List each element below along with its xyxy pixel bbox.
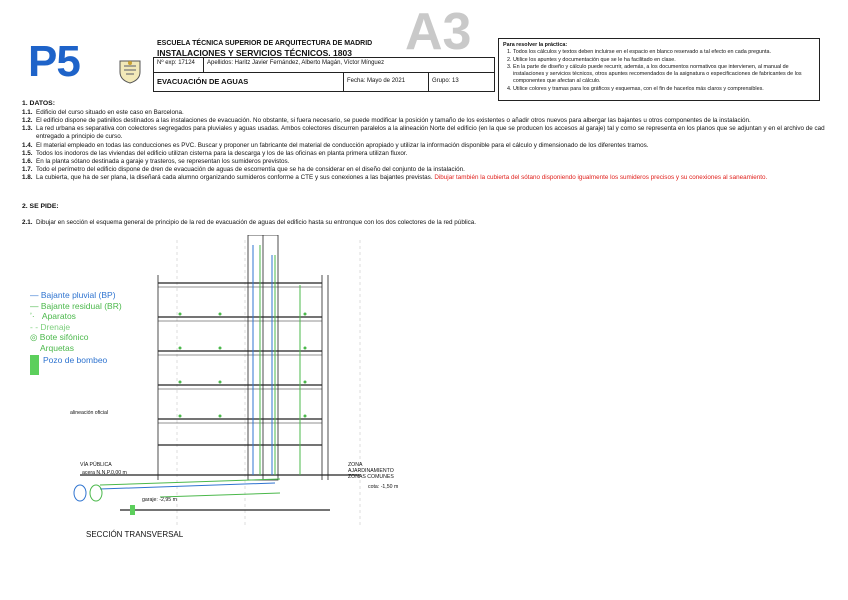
- item-number: 1.4.: [22, 142, 33, 149]
- legend-item-pozo: Pozo de bombeo: [30, 355, 122, 375]
- instruction-item: 4. Utilice colores y tramas para los gráficos y esquemas, con el fin de hacerlos más claros y comprensibles.: [513, 86, 815, 93]
- item-number: 1.6.: [22, 158, 33, 165]
- legend-item-drenaje: - - Drenaje: [30, 321, 71, 332]
- practice-code: P5: [28, 37, 80, 86]
- item-number: 1.8.: [22, 174, 33, 181]
- item-text: La red urbana es separativa con colectores segregados para pluviales y aguas usadas. Ambos colectores discurren paralelos a la alineación Norte del edificio (en la que se producen los accesos al garaje) tal y como se representa en los planos que se adjuntan y en el archivo de cad entregado a principio de curso.: [36, 125, 825, 141]
- instructions-list: [503, 49, 815, 93]
- item-number: 1.7.: [22, 166, 33, 173]
- legend-item-arquetas: Arquetas: [40, 342, 75, 353]
- legend-item-aparatos: ʼ· Aparatos: [30, 311, 76, 321]
- legend-item-bajante-pluvial: — Bajante pluvial (BP): [30, 290, 116, 300]
- via-publica-label: VÍA PÚBLICA: [80, 462, 112, 468]
- garden-level-label: cota: -1,50 m: [368, 484, 399, 490]
- instructions-title: Para resolver la práctica:: [503, 42, 568, 48]
- item-number: 1.5.: [22, 150, 33, 157]
- instructions-box: [498, 38, 820, 101]
- zona-label: ZONA: [348, 462, 363, 468]
- item-text: El edificio dispone de patinillos destinados a las instalaciones de evacuación. No obstante, si fuera necesario, se puede modificar la posición y tamaño de los existentes o añadir otros nuevos para albergar las bajantes u otros componentes de la instalación.: [36, 117, 751, 124]
- legend-item-bajante-residual: — Bajante residual (BR): [30, 300, 122, 311]
- alineacion-label: alineación oficial: [70, 410, 109, 416]
- item-highlight-text: Dibujar también la cubierta del sótano disponiendo igualmente los sumideros precisos y su conexiones al saneamiento.: [434, 174, 768, 181]
- instruction-item: 3. En la parte de diseño y cálculo puede recurrir, además, a los documentos normativos que intervienen, al manual de instalaciones y servicios técnicos, otros apuntes recomendados de la asignatura o especificaciones de fabricantes de los componentes que afectan al cálculo.: [513, 64, 815, 86]
- practice-title: EVACUACIÓN DE AGUAS: [154, 72, 344, 91]
- item-text: Dibujar en sección el esquema general de principio de la red de evacuación de aguas del edificio hasta su entronque con los dos colectores de la red pública.: [36, 219, 477, 226]
- school-crest-icon: [117, 58, 143, 84]
- date-field: Fecha: Mayo de 2021: [344, 72, 429, 91]
- section-title: SECCIÓN TRANSVERSAL: [86, 530, 184, 539]
- item-text: Todo el perímetro del edificio dispone de dren de evacuación de aguas de escorrentía que se ha de considerar en el diseño del conjunto de la instalación.: [36, 166, 465, 173]
- group-field: Grupo: 13: [432, 78, 459, 84]
- student-info-box: [153, 57, 495, 92]
- se-pide-item: [22, 219, 822, 229]
- zona-label: ZONAS COMUNES: [348, 474, 394, 480]
- item-number: 1.1.: [22, 109, 33, 116]
- zona-label: AJARDINAMIENTO: [348, 468, 394, 474]
- se-pide-heading: 2. SE PIDE:: [22, 203, 59, 210]
- section-drawing: [60, 235, 530, 535]
- department-name: INSTALACIONES Y SERVICIOS TÉCNICOS. 1803: [157, 48, 352, 58]
- legend-item-bote-sifonico: ◎ Bote sifónico: [30, 332, 89, 342]
- item-text: El material empleado en todas las conducciones es PVC. Buscar y proponer un fabricante del material de conducción apropiado y utilizar la información disponible para el cálculo y dimensionado de los diferentes tramos.: [36, 142, 649, 149]
- street-level-label: acera N.N.P.0,00 m: [82, 470, 127, 476]
- item-number: 1.3.: [22, 125, 33, 132]
- garage-level-label: garaje: -2,95 m: [142, 497, 177, 503]
- instruction-item: 1. Todos los cálculos y textos deben incluirse en el espacio en blanco reservado a tal efecto en cada pregunta.: [513, 49, 815, 56]
- instruction-item: 2. Utilice los apuntes y documentación que se le ha facilitado en clase.: [513, 57, 815, 64]
- datos-heading: 1. DATOS:: [22, 100, 55, 107]
- item-number: 2.1.: [22, 219, 33, 226]
- item-text: La cubierta, que ha de ser plana, la diseñará cada alumno organizando sumideros conforme a CTE y sus conexiones a las bajantes previstas.: [36, 174, 433, 181]
- item-text: Todos los inodoros de las viviendas del edificio utilizan cisterna para la descarga y los de las oficinas en planta primera utilizan fluxor.: [36, 150, 408, 157]
- item-number: 1.2.: [22, 117, 33, 124]
- school-name: ESCUELA TÉCNICA SUPERIOR DE ARQUITECTURA DE MADRID: [157, 40, 373, 47]
- exp-number: Nº exp: 17124: [154, 58, 204, 72]
- item-text: Edificio del curso situado en este caso en Barcelona.: [36, 109, 184, 116]
- datos-list: [22, 109, 825, 209]
- student-names: Apellidos: Haritz Javier Fernández, Alberto Magán, Víctor Mínguez: [207, 60, 385, 66]
- pump-icon: [30, 355, 39, 375]
- item-text: En la planta sótano destinada a garaje y trasteros, se representan los sumideros previstos.: [36, 158, 290, 165]
- pump-icon: [130, 505, 135, 515]
- sheet-size-label: A3: [405, 3, 472, 61]
